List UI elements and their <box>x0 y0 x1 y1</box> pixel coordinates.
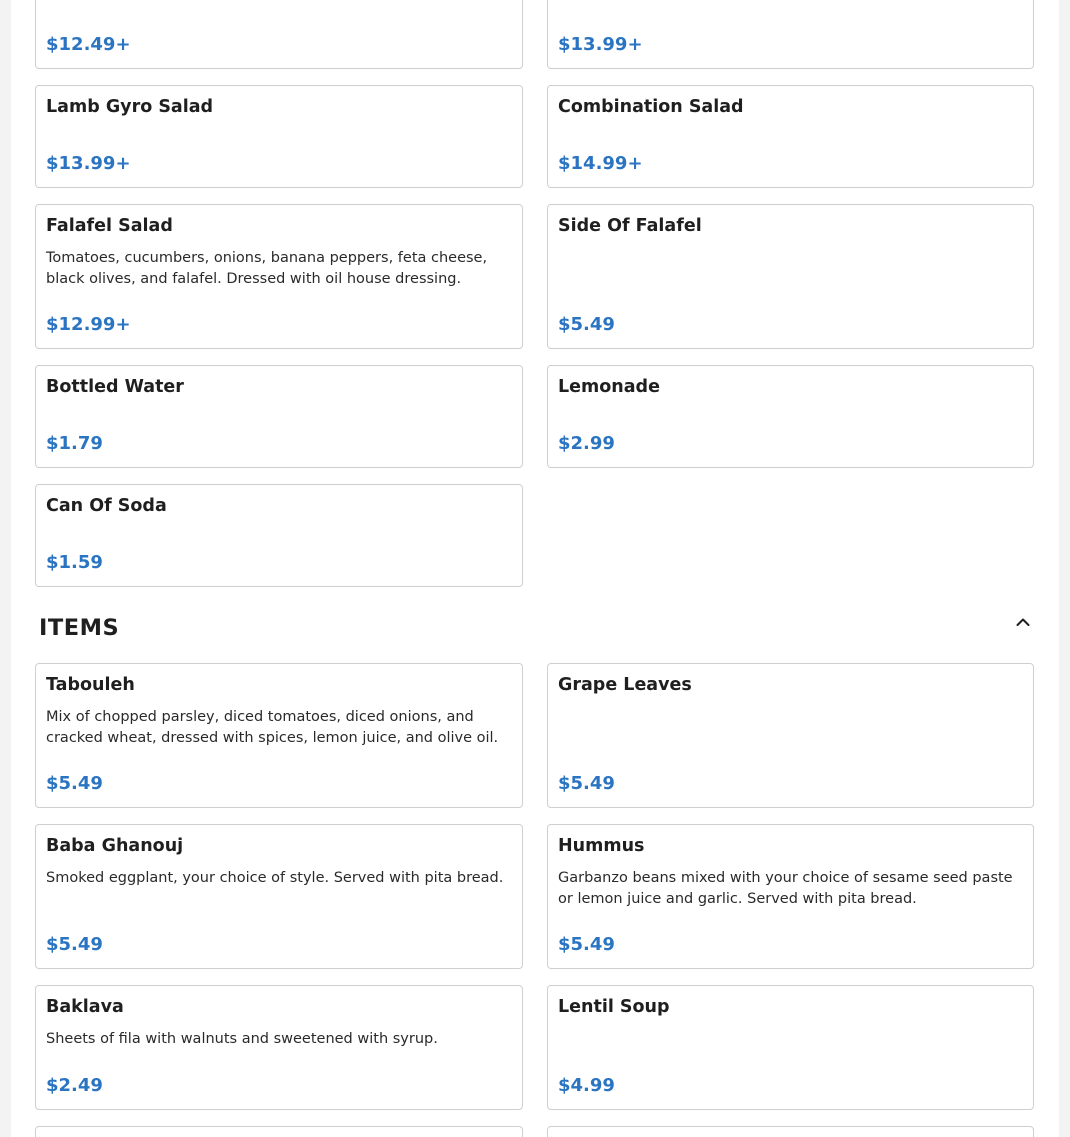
menu-item-price: $5.49 <box>558 773 615 794</box>
menu-item-name: Lamb Gyro Salad <box>46 97 214 117</box>
menu-item-card[interactable] <box>547 85 1034 188</box>
menu-item-price: $13.99+ <box>46 153 131 174</box>
menu-item-name: Falafel Salad <box>46 216 173 236</box>
menu-item-description: Mix of chopped parsley, diced tomatoes, diced onions, and cracked wheat, dressed with spices, lemon juice, and olive oil. <box>46 709 499 746</box>
menu-item-card[interactable] <box>35 663 523 808</box>
menu-grid-items <box>35 663 1034 1137</box>
menu-item-name: Lentil Soup <box>558 997 670 1017</box>
menu-item-name: Can Of Soda <box>46 496 167 516</box>
chevron-up-icon <box>1015 614 1031 630</box>
menu-item-card[interactable] <box>547 365 1034 468</box>
menu-item-card[interactable] <box>35 1126 523 1137</box>
menu-item-name: Side Of Falafel <box>558 216 702 236</box>
menu-item-price: $12.99+ <box>46 314 131 335</box>
menu-item-card[interactable] <box>35 85 523 188</box>
menu-item-card[interactable] <box>35 484 523 587</box>
menu-item-price: $2.99 <box>558 433 615 454</box>
menu-item-card[interactable] <box>547 663 1034 808</box>
menu-item-price: $5.49 <box>558 934 615 955</box>
menu-item-name: Hummus <box>558 836 645 856</box>
menu-item-price: $14.99+ <box>558 153 643 174</box>
menu-item-name: Combination Salad <box>558 97 744 117</box>
menu-item-price: $5.49 <box>46 934 103 955</box>
menu-item-card[interactable] <box>35 0 523 69</box>
menu-page <box>11 0 1059 1137</box>
menu-item-name: Grape Leaves <box>558 675 692 695</box>
menu-item-card[interactable] <box>547 824 1034 969</box>
menu-item-price: $2.49 <box>46 1075 103 1096</box>
section-header-items[interactable] <box>39 610 1035 646</box>
menu-item-name: Bottled Water <box>46 377 184 397</box>
menu-grid-previous-section <box>35 0 1034 587</box>
menu-item-card[interactable] <box>35 985 523 1110</box>
menu-item-card[interactable] <box>547 1126 1034 1137</box>
menu-item-price: $1.59 <box>46 552 103 573</box>
menu-item-description: Sheets of fila with walnuts and sweetened with syrup. <box>46 1031 438 1047</box>
menu-item-price: $13.99+ <box>558 34 643 55</box>
menu-item-price: $4.99 <box>558 1075 615 1096</box>
menu-item-description: Smoked eggplant, your choice of style. Served with pita bread. <box>46 870 504 886</box>
menu-item-price: $5.49 <box>558 314 615 335</box>
menu-item-name: Baba Ghanouj <box>46 836 184 856</box>
menu-item-name: Baklava <box>46 997 124 1017</box>
menu-item-name: Tabouleh <box>46 675 135 695</box>
menu-item-card[interactable] <box>35 204 523 349</box>
menu-item-card[interactable] <box>35 824 523 969</box>
menu-item-price: $12.49+ <box>46 34 131 55</box>
menu-item-card[interactable] <box>547 204 1034 349</box>
menu-item-card[interactable] <box>547 985 1034 1110</box>
menu-item-name: Lemonade <box>558 377 660 397</box>
menu-item-card[interactable] <box>35 365 523 468</box>
menu-item-price: $5.49 <box>46 773 103 794</box>
menu-item-card[interactable] <box>547 0 1034 69</box>
menu-item-description: Garbanzo beans mixed with your choice of sesame seed paste or lemon juice and garlic. Served with pita bread. <box>558 870 1013 907</box>
menu-item-description: Tomatoes, cucumbers, onions, banana peppers, feta cheese, black olives, and falafel. Dressed with oil house dressing. <box>46 250 488 287</box>
collapse-section-button[interactable] <box>1011 610 1035 634</box>
section-title: ITEMS <box>39 615 120 641</box>
menu-item-price: $1.79 <box>46 433 103 454</box>
